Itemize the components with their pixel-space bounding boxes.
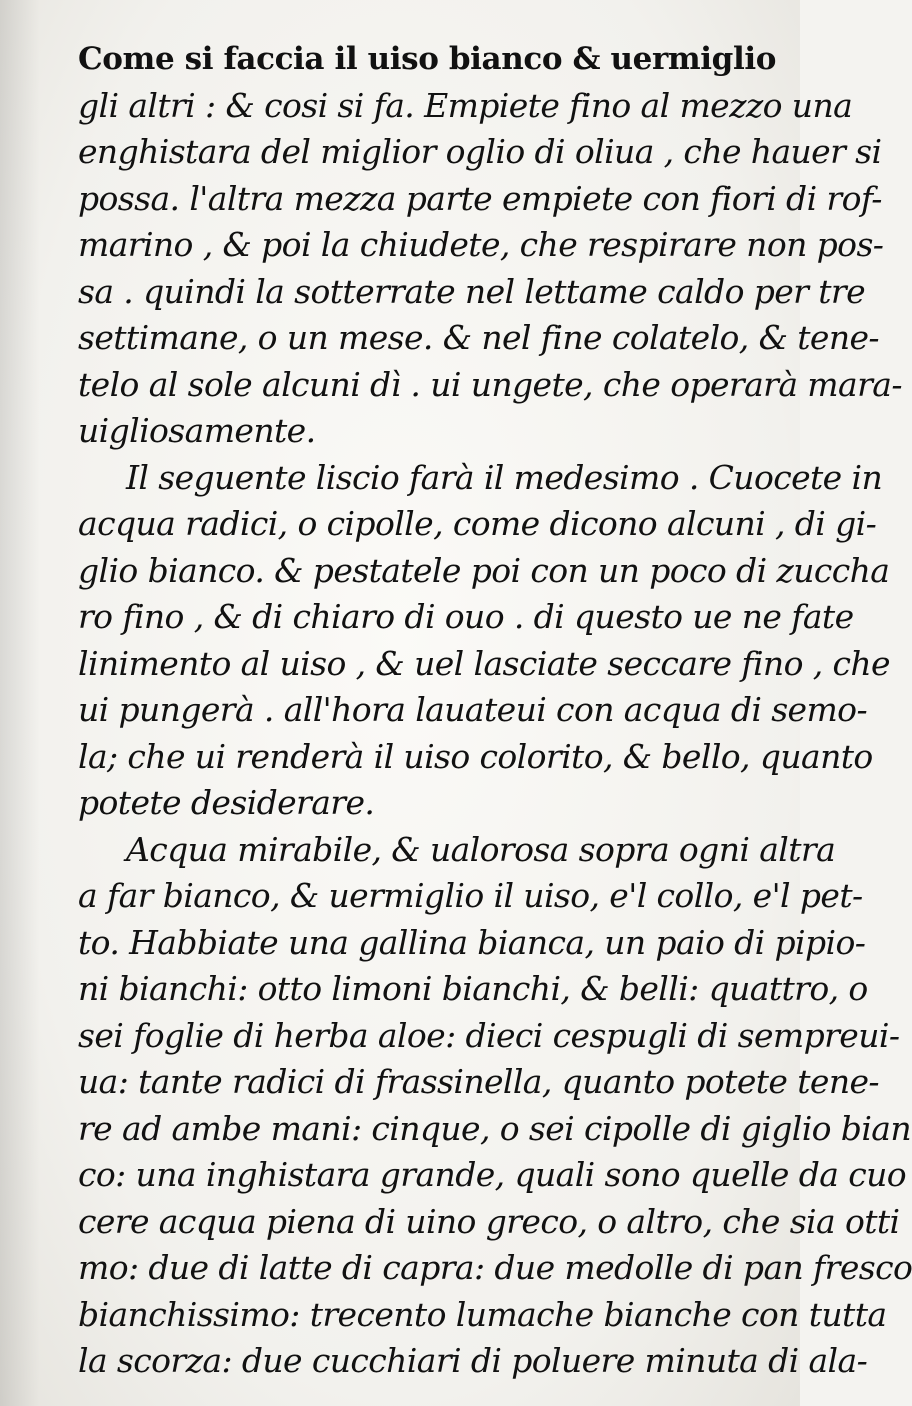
text-line: sa . quindi la sotterrate nel lettame caldo per tre xyxy=(78,271,866,311)
text-line: ua: tante radici di frassinella, quanto potete tene- xyxy=(78,1062,879,1101)
text-line: Come si faccia il uiso bianco & uermiglio xyxy=(78,41,776,77)
text-line: uigliosamente. xyxy=(78,411,316,450)
text-line: acqua radici, o cipolle, come dicono alcuni , di gi- xyxy=(78,504,877,543)
text-line: ui pungerà . all'hora lauateui con acqua di semo- xyxy=(78,690,867,729)
text-line: ro fino , & di chiaro di ouo . di questo ue ne fate xyxy=(78,597,854,636)
text-line: la; che ui renderà il uiso colorito, & bello, quanto xyxy=(78,736,873,776)
text-line: mo: due di latte di capra: due medolle di pan fresco xyxy=(78,1248,912,1287)
paragraph-start-line: Il seguente liscio farà il medesimo . Cuocete in xyxy=(126,457,883,497)
text-line: glio bianco. & pestatele poi con un poco di zuccha xyxy=(78,550,890,590)
text-line: a far bianco, & uermiglio il uiso, e'l collo, e'l pet- xyxy=(78,876,863,915)
text-line: re ad ambe mani: cinque, o sei cipolle di giglio bian xyxy=(78,1108,912,1148)
page-text-block xyxy=(78,36,912,1385)
text-line: sei foglie di herba aloe: dieci cespugli di sempreui- xyxy=(78,1015,900,1055)
text-line: possa. l'altra mezza parte empiete con fiori di rof- xyxy=(78,178,882,218)
text-line: cere acqua piena di uino greco, o altro, che sia otti xyxy=(78,1201,900,1241)
text-line: linimento al uiso , & uel lasciate seccare fino , che xyxy=(78,643,890,683)
gutter-shadow xyxy=(0,0,40,1406)
text-line: potete desiderare. xyxy=(78,783,375,822)
text-line: bianchissimo: trecento lumache bianche con tutta xyxy=(78,1294,887,1334)
text-line: la scorza: due cucchiari di poluere minuta di ala- xyxy=(78,1341,868,1380)
text-line: co: una inghistara grande, quali sono quelle da cuo xyxy=(78,1155,907,1194)
text-line: enghistara del miglior oglio di oliua , che hauer si xyxy=(78,132,882,171)
text-line: gli altri : & cosi si fa. Empiete fino al mezzo una xyxy=(78,85,853,125)
text-line: settimane, o un mese. & nel fine colatelo, & tene- xyxy=(78,318,879,357)
text-line: ni bianchi: otto limoni bianchi, & belli: quattro, o xyxy=(78,969,868,1008)
paragraph-start-line: Acqua mirabile, & ualorosa sopra ogni altra xyxy=(126,829,836,869)
text-line: telo al sole alcuni dì . ui ungete, che operarà mara- xyxy=(78,364,902,404)
text-line: to. Habbiate una gallina bianca, un paio di pipio- xyxy=(78,922,866,962)
text-line: marino , & poi la chiudete, che respirare non pos- xyxy=(78,225,884,264)
